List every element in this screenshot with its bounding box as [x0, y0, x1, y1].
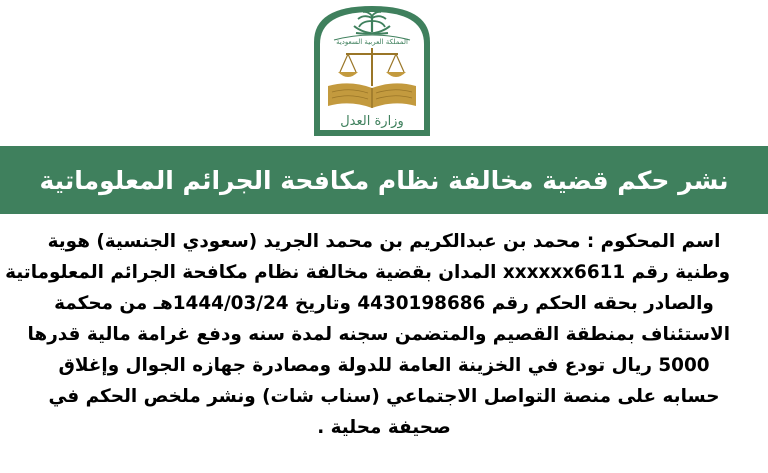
- logo-bottom-text: وزارة العدل: [340, 114, 404, 129]
- announcement-line: 5000 ريال تودع في الخزينة العامة للدولة ومصادرة جهازه الجوال وإغلاق: [58, 355, 710, 376]
- page-title: نشر حكم قضية مخالفة نظام مكافحة الجرائم المعلوماتية: [39, 165, 729, 195]
- announcement-line: والصادر بحقه الحكم رقم 4430198686 وتاريخ 1444/03/24هـ من محكمة: [54, 293, 714, 314]
- announcement-text: [5, 226, 730, 443]
- announcement-line: الاستئناف بمنطقة القصيم والمتضمن سجنه لمدة سنه ودفع غرامة مالية قدرها: [27, 324, 730, 345]
- ministry-of-justice-logo-icon: [304, 2, 440, 138]
- announcement-line: اسم المحكوم : محمد بن عبدالكريم بن محمد الجريد (سعودي الجنسية) هوية: [47, 231, 721, 252]
- announcement-line: صحيفة محلية .: [317, 417, 451, 438]
- announcement-line: حسابه على منصة التواصل الاجتماعي (سناب شات) ونشر ملخص الحكم في: [48, 386, 720, 407]
- announcement-line: وطنية رقم xxxxxx6611 المدان بقضية مخالفة نظام مكافحة الجرائم المعلوماتية: [5, 262, 730, 283]
- header-area: [0, 0, 768, 143]
- logo-top-text: المملكة العربية السعودية: [336, 38, 408, 46]
- title-banner: [0, 146, 768, 214]
